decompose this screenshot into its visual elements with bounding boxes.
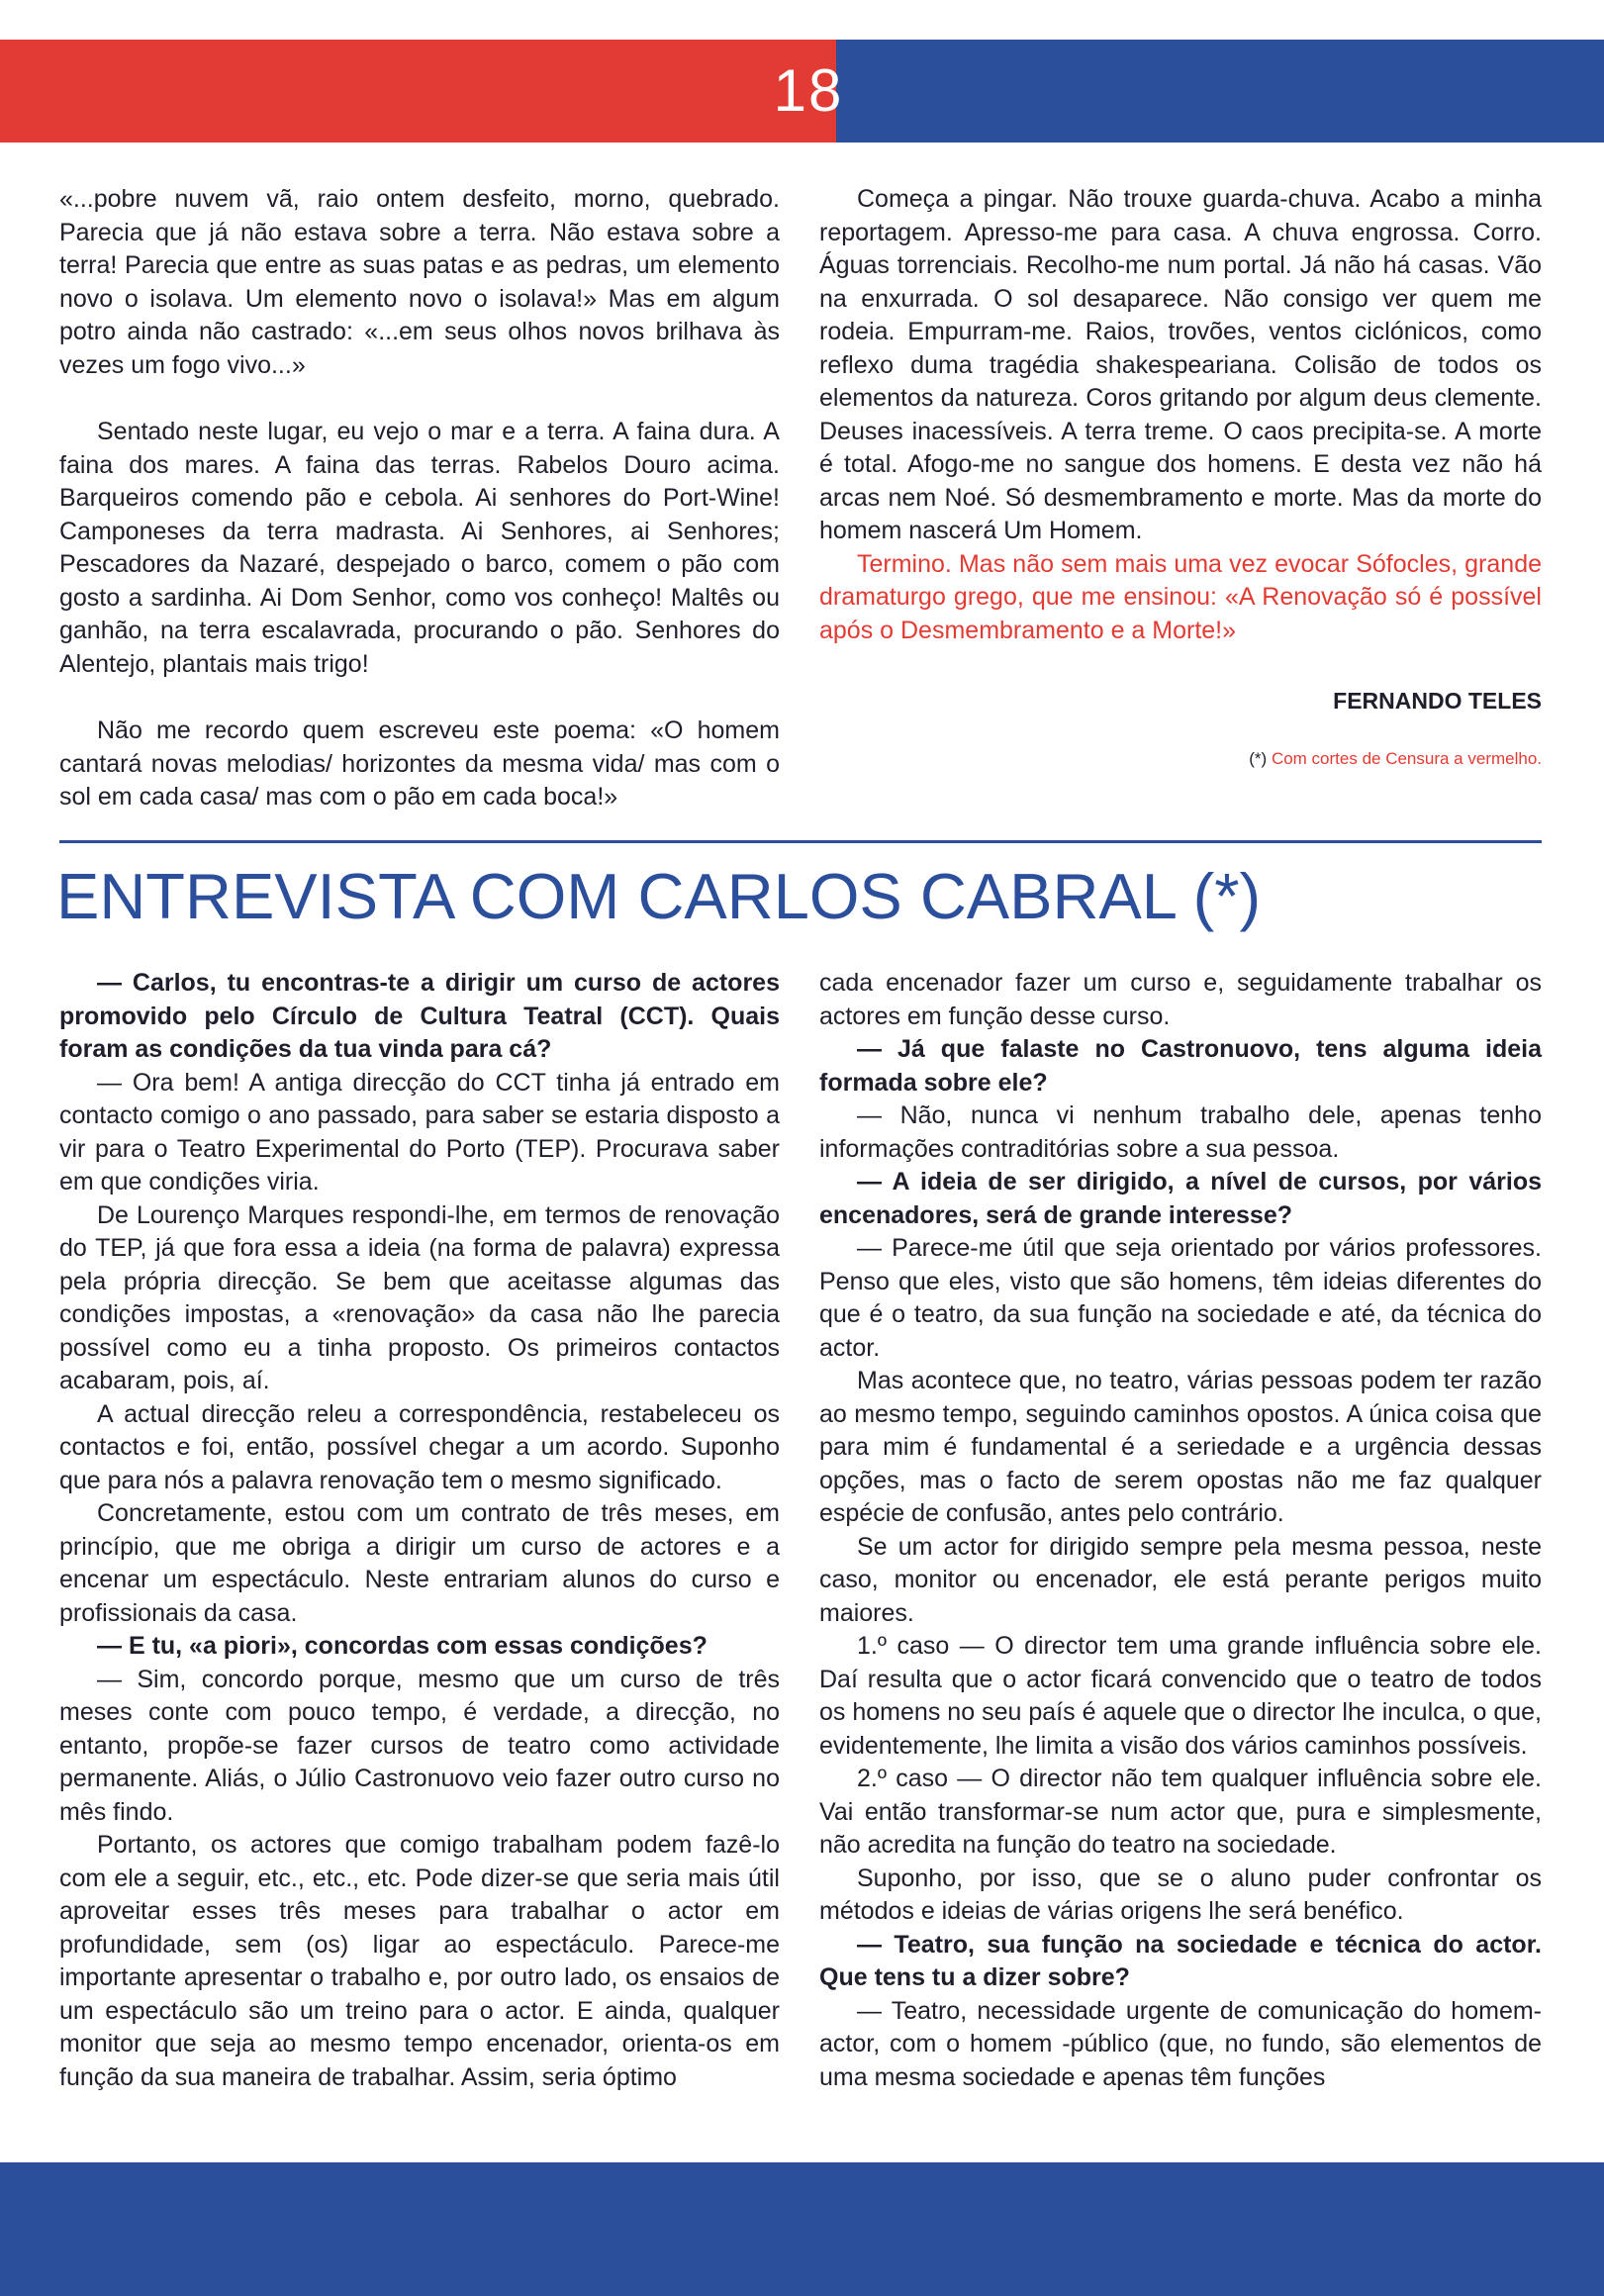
- censored-paragraph: Termino. Mas não sem mais uma vez evocar Sófocles, grande dramaturgo grego, que me ensinou: «A Renovação só é possível após o Desmembramento e a Morte!»: [819, 549, 1542, 644]
- interview-answer: 1.º caso — O director tem uma grande influência sobre ele. Daí resulta que o actor ficará convencido que o teatro de todos os homens no seu país é aquele que o director lhe inculca, o que, evidentemente, lhe limita a visão dos vários caminhos possíveis.: [819, 1632, 1542, 1760]
- interview-answer: — Ora bem! A antiga direcção do CCT tinha já entrado em contacto comigo o ano passado, para saber se estaria disposto a vir para o Teatro Experimental do Porto (TEP). Procurava saber em que condições viria.: [59, 1068, 780, 1196]
- interview-answer: — Não, nunca vi nenhum trabalho dele, apenas tenho informações contraditórias sobre a sua pessoa.: [819, 1101, 1542, 1163]
- interview-question: — Já que falaste no Castronuovo, tens alguma ideia formada sobre ele?: [819, 1035, 1542, 1097]
- interview-answer: — Parece-me útil que seja orientado por vários professores. Penso que eles, visto que são homens, têm ideias diferentes do que é o teatro, da sua função na sociedade e até, da técnica do actor.: [819, 1234, 1542, 1362]
- interview-answer: Se um actor for dirigido sempre pela mesma pessoa, neste caso, monitor ou encenador, ele está perante perigos muito maiores.: [819, 1532, 1542, 1627]
- interview-answer: Mas acontece que, no teatro, várias pessoas podem ter razão ao mesmo tempo, seguindo caminhos opostos. A única coisa que para mim é fundamental é a seriedade e a urgência dessas opções, mas o facto de serem opostas não me faz qualquer espécie de confusão, antes pelo contrário.: [819, 1367, 1542, 1527]
- page-number: 18: [773, 57, 844, 124]
- page-header-bar: [0, 40, 1604, 143]
- interview-answer: Suponho, por isso, que se o aluno puder confrontar os métodos e ideias de várias origens lhe será benéfico.: [819, 1864, 1542, 1925]
- interview-question: — E tu, «a piori», concordas com essas condições?: [97, 1632, 708, 1660]
- interview-answer: 2.º caso — O director não tem qualquer influência sobre ele. Vai então transformar-se num actor que, pura e simplesmente, não acredita na função do teatro na sociedade.: [819, 1765, 1542, 1859]
- interview-answer: De Lourenço Marques respondi-lhe, em termos de renovação do TEP, já que fora essa a ideia (na forma de palavra) expressa pela própria direcção. Se bem que aceitasse algumas das condições impostas, a «renovação» da casa não lhe parecia possível como eu a tinha proposto. Os primeiros contactos acabaram, pois, aí.: [59, 1200, 780, 1394]
- footnote-mark: (*): [1249, 748, 1272, 768]
- interview-question: — A ideia de ser dirigido, a nível de cursos, por vários encenadores, será de grande interesse?: [819, 1168, 1542, 1229]
- interview-question: — Carlos, tu encontras-te a dirigir um curso de actores promovido pelo Círculo de Cultura Teatral (CCT). Quais foram as condições da tua vinda para cá?: [59, 969, 780, 1063]
- top-right-column: [819, 183, 1542, 775]
- interview-right-column: [819, 967, 1542, 2094]
- page-footer-bar: [0, 2162, 1604, 2296]
- censorship-footnote: [819, 742, 1542, 776]
- interview-answer: — Sim, concordo porque, mesmo que um curso de três meses conte com pouco tempo, é verdade, a direcção, no entanto, propõe-se fazer cursos de teatro como actividade permanente. Aliás, o Júlio Castronuovo veio fazer outro curso no mês findo.: [59, 1665, 780, 1826]
- header-blue-band: [836, 40, 1604, 143]
- article-paragraph: Sentado neste lugar, eu vejo o mar e a terra. A faina dura. A faina dos mares. A faina das terras. Rabelos Douro acima. Barqueiros comendo pão e cebola. Ai senhores do Port-Wine! Camponeses da terra madrasta. Ai Senhores, ai Senhores; Pescadores da Nazaré, despejado o barco, comem o pão com gosto a sardinha. Ai Dom Senhor, como vos conheço! Maltês ou ganhão, na terra escalavrada, procurando o pão. Senhores do Alentejo, plantais mais trigo!: [59, 418, 780, 678]
- interview-question: — Teatro, sua função na sociedade e técnica do actor. Que tens tu a dizer sobre?: [819, 1930, 1542, 1991]
- section-divider: [59, 840, 1542, 843]
- footnote-text: Com cortes de Censura a vermelho.: [1271, 748, 1542, 768]
- interview-left-column: [59, 967, 780, 2094]
- article-paragraph: «...pobre nuvem vã, raio ontem desfeito, morno, quebrado. Parecia que já não estava sobre a terra. Não estava sobre a terra! Parecia que entre as suas patas e as pedras, um elemento novo o isolava. Um elemento novo o isolava!» Mas em algum potro ainda não castrado: «...em seus olhos novos brilhava às vezes um fogo vivo...»: [59, 185, 780, 379]
- article-paragraph: Não me recordo quem escreveu este poema: «O homem cantará novas melodias/ horizontes da mesma vida/ mas com o sol em cada casa/ mas com o pão em cada boca!»: [59, 717, 780, 811]
- header-red-band: [0, 40, 836, 143]
- interview-answer: Portanto, os actores que comigo trabalham podem fazê-lo com ele a seguir, etc., etc., etc. Pode dizer-se que seria mais útil aproveitar esses três meses para trabalhar o actor em profundidade, sem (os) ligar ao espectáculo. Parece-me importante apresentar o trabalho e, por outro lado, os ensaios de um espectáculo são um treino para o actor. E ainda, qualquer monitor que seja ao mesmo tempo encenador, orienta-os em função da sua maneira de trabalhar. Assim, seria óptimo: [59, 1831, 780, 2091]
- interview-answer: A actual direcção releu a correspondência, restabeleceu os contactos e foi, então, possível chegar a um acordo. Suponho que para nós a palavra renovação tem o mesmo significado.: [59, 1399, 780, 1494]
- author-byline: FERNANDO TELES: [1333, 688, 1542, 714]
- top-left-column: [59, 183, 780, 814]
- interview-answer: cada encenador fazer um curso e, seguidamente trabalhar os actores em função desse curso.: [819, 969, 1542, 1030]
- interview-headline: ENTREVISTA COM CARLOS CABRAL (*): [56, 860, 1262, 932]
- interview-answer: Concretamente, estou com um contrato de três meses, em princípio, que me obriga a dirigir um curso de actores e a encenar um espectáculo. Neste entrariam alunos do curso e profissionais da casa.: [59, 1499, 780, 1627]
- interview-answer: — Teatro, necessidade urgente de comunicação do homem-actor, com o homem -público (que, no fundo, são elementos de uma mesma sociedade e apenas têm funções: [819, 1996, 1542, 2091]
- article-paragraph: Começa a pingar. Não trouxe guarda-chuva. Acabo a minha reportagem. Apresso-me para casa. A chuva engrossa. Corro. Águas torrenciais. Recolho-me num portal. Já não há casas. Vão na enxurrada. O sol desaparece. Não consigo ver quem me rodeia. Empurram-me. Raios, trovões, ventos ciclónicos, como reflexo duma tragédia shakespeariana. Colisão de todos os elementos da natureza. Coros gritando por algum deus clemente. Deuses inacessíveis. A terra treme. O caos precipita-se. A morte é total. Afogo-me no sangue dos homens. E desta vez não há arcas nem Noé. Só desmembramento e morte. Mas da morte do homem nascerá Um Homem.: [819, 185, 1542, 544]
